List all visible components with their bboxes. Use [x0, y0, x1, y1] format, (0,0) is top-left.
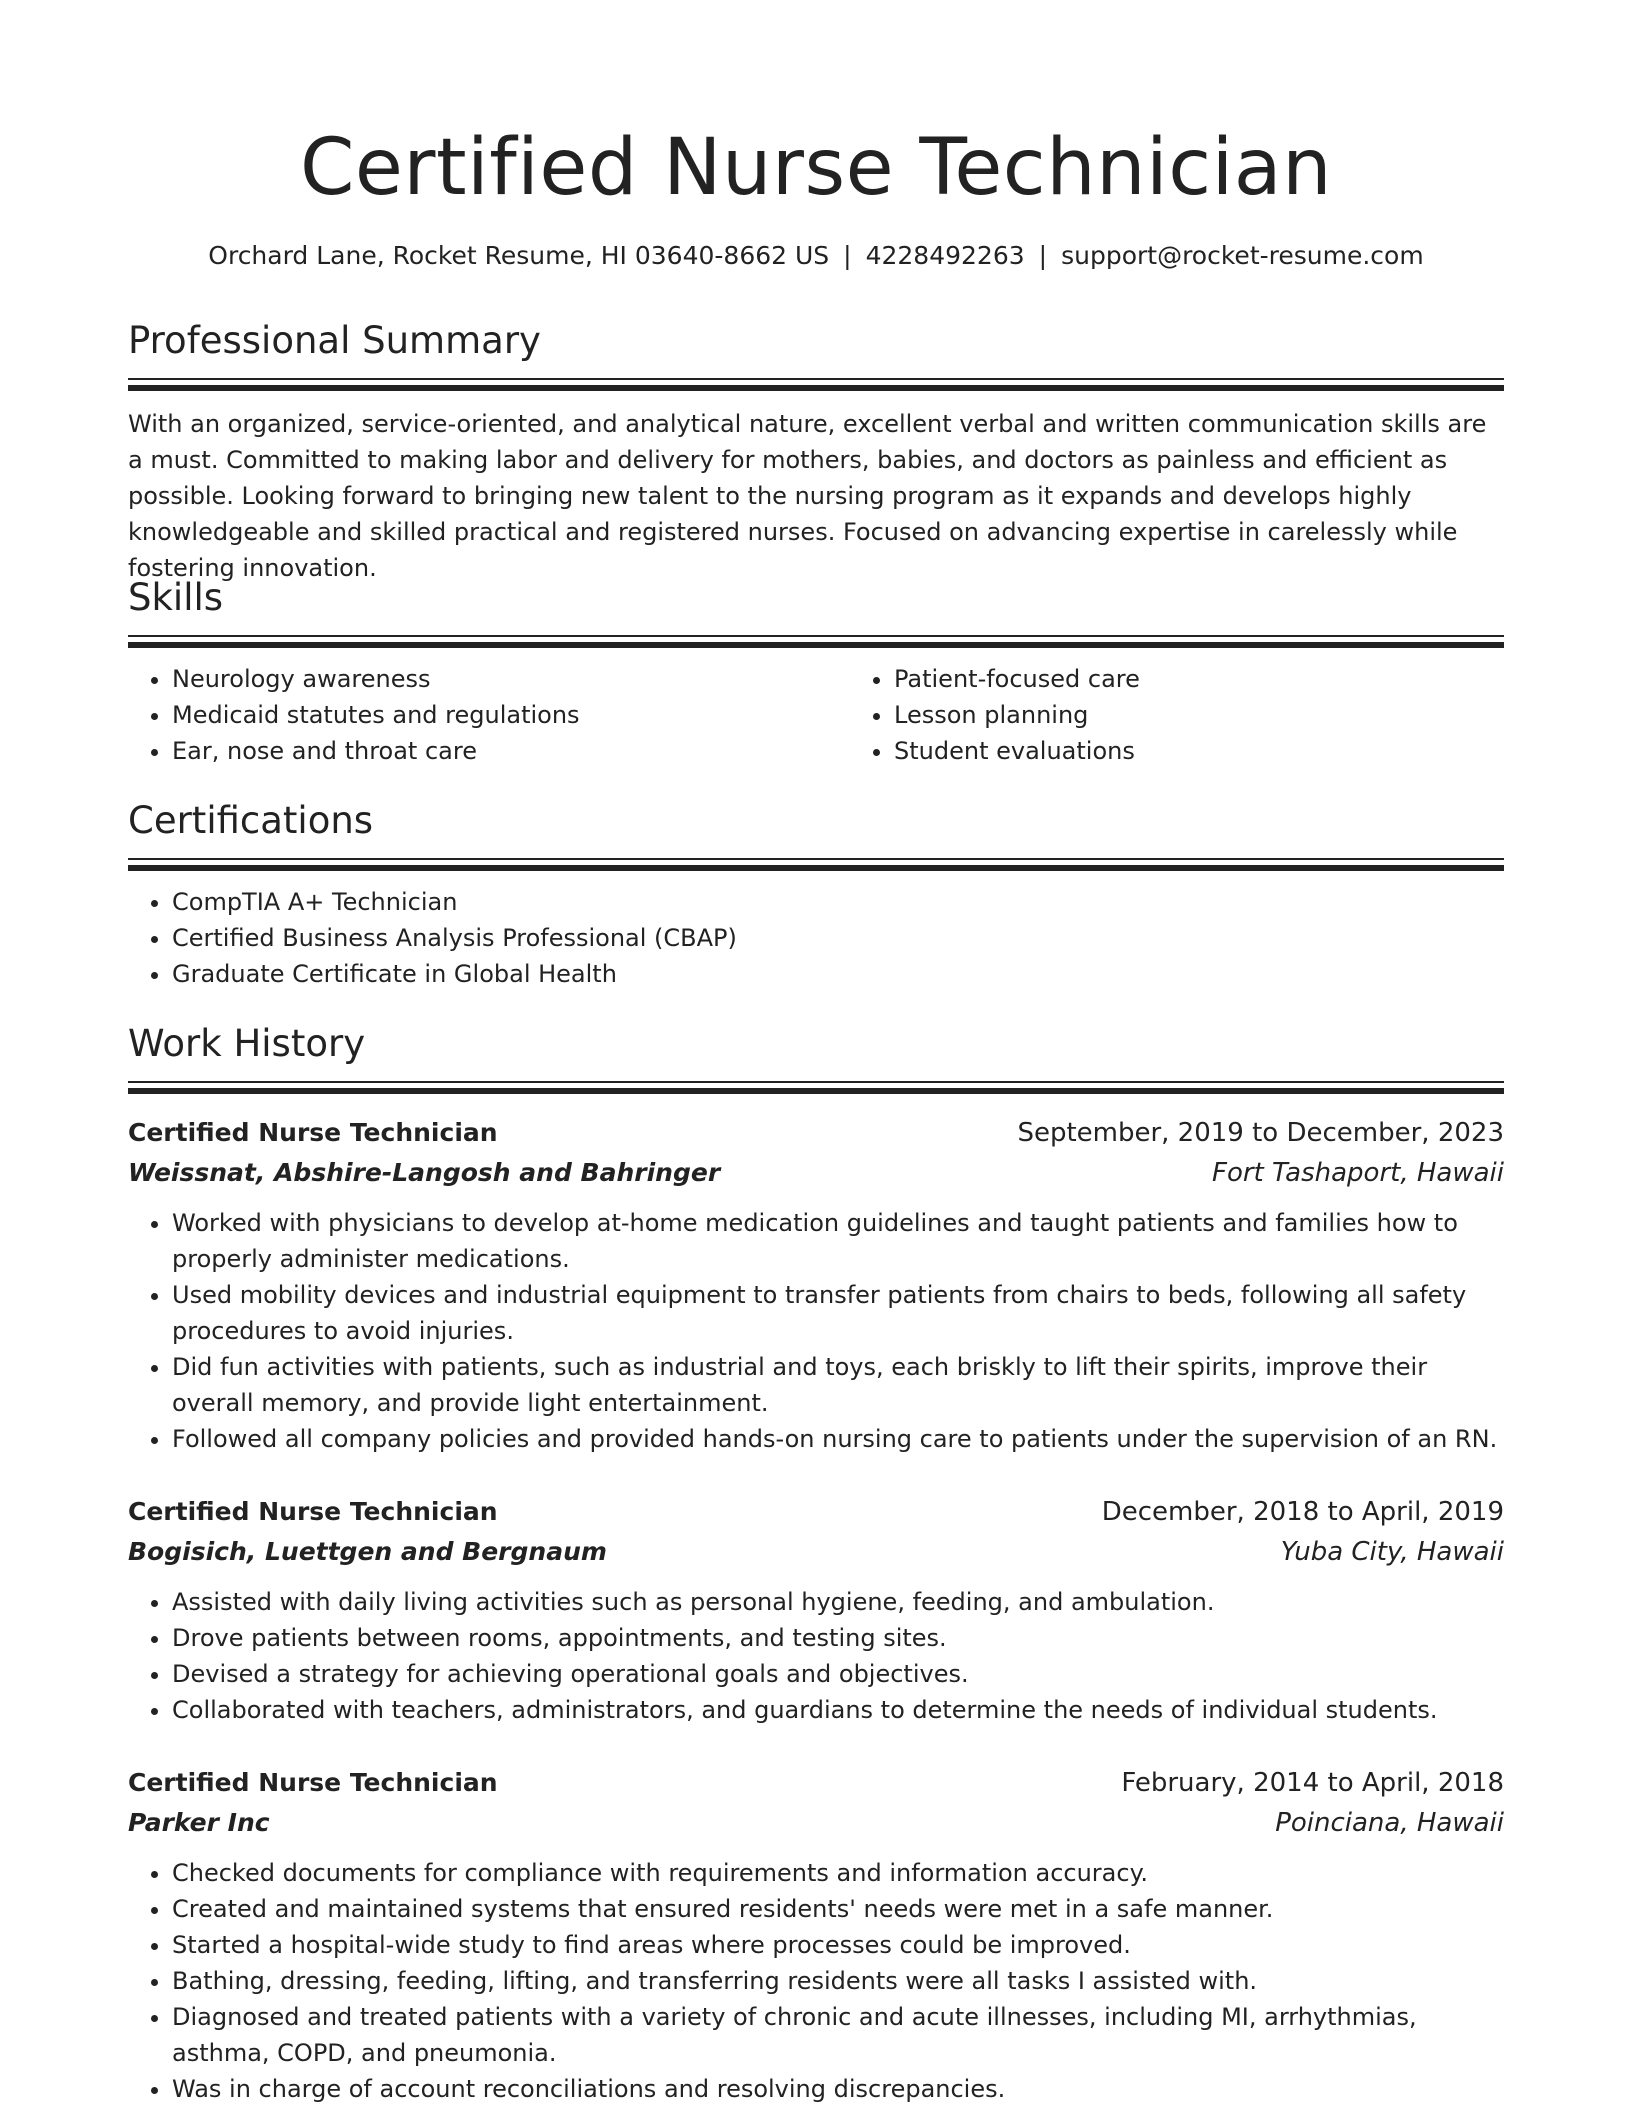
work-history-heading: Work History	[128, 1022, 366, 1065]
job-duty: • Was in charge of account reconciliations and resolving discrepancies.	[172, 2071, 1504, 2107]
job-company-row	[128, 1803, 1504, 1843]
job-duty: • Collaborated with teachers, administrators, and guardians to determine the needs of individual students.	[172, 1692, 1504, 1728]
job-dates: February, 2014 to April, 2018	[1121, 1768, 1504, 1798]
job-header-row	[128, 1113, 1504, 1153]
job-duty: • Worked with physicians to develop at-home medication guidelines and taught patients and families how to properly administer medications.	[172, 1205, 1504, 1277]
job-company: Bogisich, Luettgen and Bergnaum	[128, 1537, 607, 1566]
job-duty: • Devised a strategy for achieving operational goals and objectives.	[172, 1656, 1504, 1692]
skills-list-left	[128, 661, 850, 769]
section-divider	[128, 635, 1504, 649]
job-entry	[128, 1763, 1504, 2107]
job-title: Certified Nurse Technician	[128, 1768, 498, 1797]
skills-list-right	[850, 661, 1572, 769]
contact-phone: 4228492263	[865, 241, 1025, 270]
job-duty: • Used mobility devices and industrial equipment to transfer patients from chairs to beds, following all safety procedures to avoid injuries.	[172, 1277, 1504, 1349]
skill-item: • Student evaluations	[894, 733, 1572, 769]
job-header-row	[128, 1763, 1504, 1803]
skill-item: • Ear, nose and throat care	[172, 733, 850, 769]
work-history-section	[128, 1019, 1504, 1095]
skill-item: • Lesson planning	[894, 697, 1572, 733]
certifications-list	[128, 884, 1504, 992]
contact-address: Orchard Lane, Rocket Resume, HI 03640-8662 US	[208, 241, 830, 270]
skill-item: • Patient-focused care	[894, 661, 1572, 697]
summary-heading: Professional Summary	[128, 319, 541, 362]
job-duty: • Started a hospital-wide study to find areas where processes could be improved.	[172, 1927, 1504, 1963]
job-duties-list	[128, 1205, 1504, 1457]
summary-section	[128, 316, 1504, 586]
job-dates: December, 2018 to April, 2019	[1101, 1497, 1504, 1527]
job-entry	[128, 1113, 1504, 1457]
section-divider	[128, 1081, 1504, 1095]
job-title: Certified Nurse Technician	[128, 1497, 498, 1526]
job-company-row	[128, 1532, 1504, 1572]
job-duty: • Drove patients between rooms, appointments, and testing sites.	[172, 1620, 1504, 1656]
job-duty: • Followed all company policies and provided hands-on nursing care to patients under the supervision of an RN.	[172, 1421, 1504, 1457]
job-location: Yuba City, Hawaii	[1280, 1537, 1504, 1567]
contact-email: support@rocket-resume.com	[1061, 241, 1424, 270]
contact-line	[128, 238, 1504, 274]
skills-columns	[128, 661, 1504, 769]
certifications-section	[128, 796, 1504, 992]
contact-separator: |	[843, 241, 852, 270]
job-duty: • Did fun activities with patients, such as industrial and toys, each briskly to lift their spirits, improve their overall memory, and provide light entertainment.	[172, 1349, 1504, 1421]
certification-item: • Certified Business Analysis Professional (CBAP)	[172, 920, 1504, 956]
job-duties-list	[128, 1584, 1504, 1728]
job-company: Parker Inc	[128, 1808, 270, 1837]
job-company: Weissnat, Abshire-Langosh and Bahringer	[128, 1158, 721, 1187]
job-duty: • Checked documents for compliance with requirements and information accuracy.	[172, 1855, 1504, 1891]
job-duty: • Assisted with daily living activities such as personal hygiene, feeding, and ambulation.	[172, 1584, 1504, 1620]
job-duty: • Diagnosed and treated patients with a variety of chronic and acute illnesses, including MI, arrhythmias, asthma, COPD, and pneumonia.	[172, 1999, 1504, 2071]
certification-item: • Graduate Certificate in Global Health	[172, 956, 1504, 992]
skill-item: • Neurology awareness	[172, 661, 850, 697]
job-duty: • Bathing, dressing, feeding, lifting, and transferring residents were all tasks I assisted with.	[172, 1963, 1504, 1999]
job-dates: September, 2019 to December, 2023	[1017, 1118, 1504, 1148]
summary-text: With an organized, service-oriented, and analytical nature, excellent verbal and written communication skills are a must. Committed to making labor and delivery for mothers, babies, and doctors as painless and efficient as possible. Looking forward to bringing new talent to the nursing program as it expands and develops highly knowledgeable and skilled practical and registered nurses. Focused on advancing expertise in carelessly while fostering innovation.	[128, 410, 1487, 582]
job-title: Certified Nurse Technician	[128, 1118, 498, 1147]
contact-separator: |	[1038, 241, 1048, 270]
job-duty: • Created and maintained systems that ensured residents' needs were met in a safe manner.	[172, 1891, 1504, 1927]
certifications-heading: Certifications	[128, 799, 374, 842]
section-divider	[128, 858, 1504, 872]
job-entry	[128, 1492, 1504, 1728]
job-company-row	[128, 1153, 1504, 1193]
resume-name: Certified Nurse Technician	[299, 123, 1333, 213]
certification-item: • CompTIA A+ Technician	[172, 884, 1504, 920]
job-duties-list	[128, 1855, 1504, 2107]
job-header-row	[128, 1492, 1504, 1532]
skills-section	[128, 573, 1504, 769]
job-location: Fort Tashaport, Hawaii	[1211, 1158, 1504, 1188]
skills-heading: Skills	[128, 576, 224, 619]
section-divider	[128, 378, 1504, 392]
job-location: Poinciana, Hawaii	[1275, 1808, 1504, 1838]
skill-item: • Medicaid statutes and regulations	[172, 697, 850, 733]
